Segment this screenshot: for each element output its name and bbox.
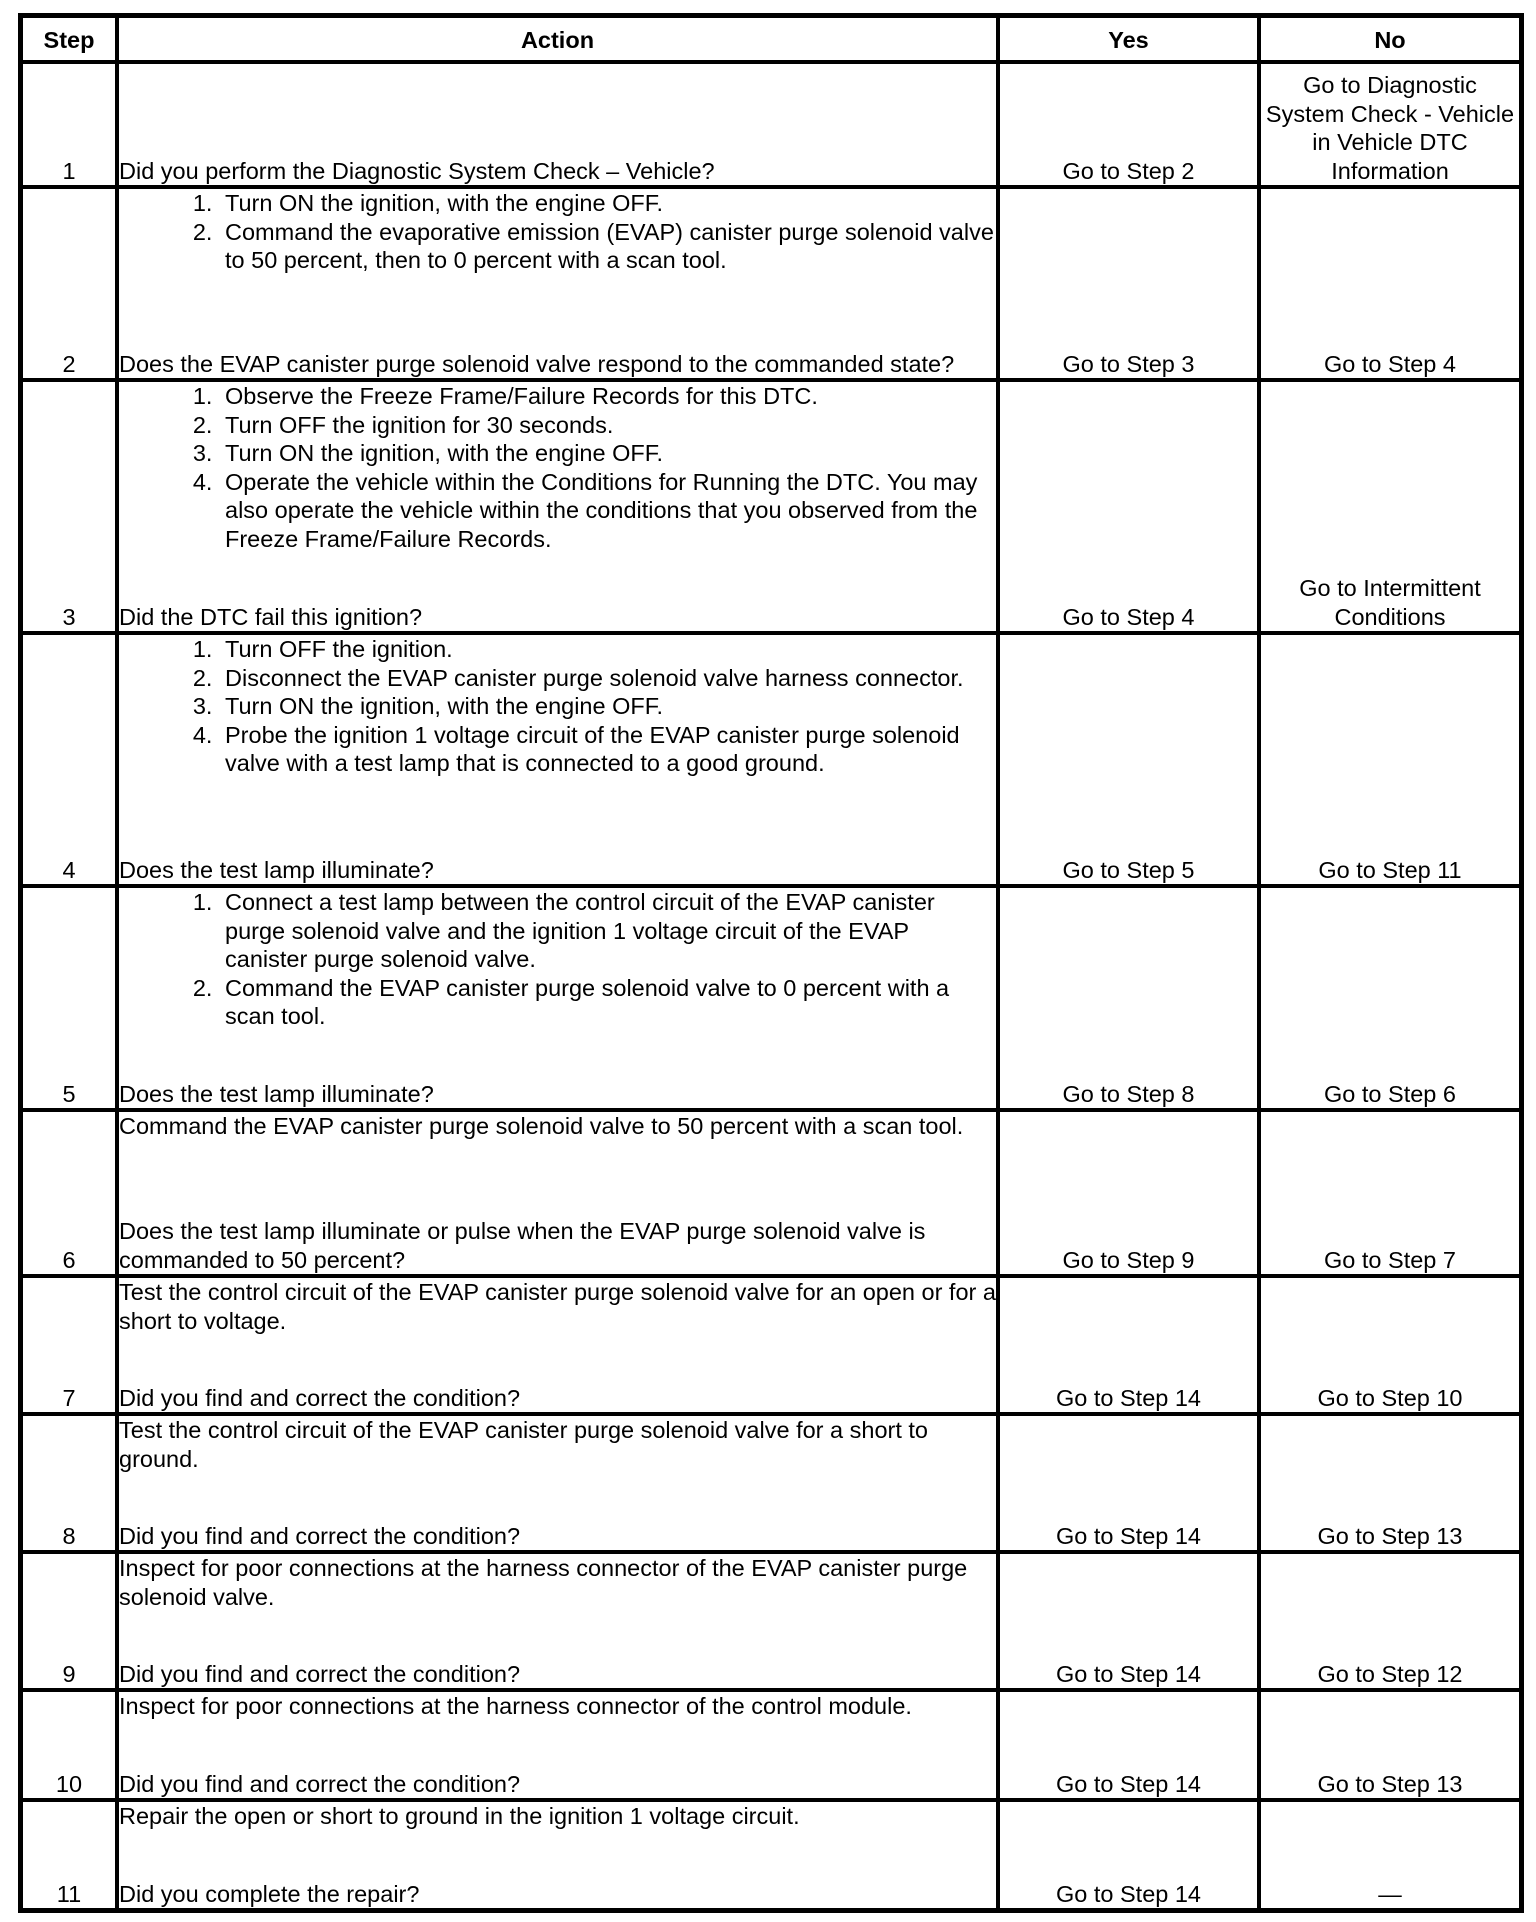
table-row [21,380,1521,633]
header-action: Action [117,16,998,62]
substep-list [119,635,996,778]
step-number: 5 [21,886,117,1110]
action-instruction: Test the control circuit of the EVAP canister purge solenoid valve for a short to ground. [119,1417,928,1472]
action-cell [117,1800,998,1910]
yes-outcome: Go to Step 9 [998,1110,1259,1276]
table-row [21,886,1521,1110]
step-number: 10 [21,1690,117,1800]
step-number: 9 [21,1552,117,1690]
action-instruction: Test the control circuit of the EVAP canister purge solenoid valve for an open or for a short to voltage. [119,1279,996,1334]
yes-outcome: Go to Step 14 [998,1552,1259,1690]
step-number: 11 [21,1800,117,1910]
yes-outcome: Go to Step 14 [998,1690,1259,1800]
table-row [21,1690,1521,1800]
action-question: Does the test lamp illuminate or pulse when the EVAP purge solenoid valve is commanded to 50 percent? [119,1218,926,1273]
yes-outcome: Go to Step 14 [998,1276,1259,1414]
step-number: 4 [21,633,117,886]
action-instruction: Inspect for poor connections at the harness connector of the control module. [119,1693,912,1719]
action-cell [117,1414,998,1552]
table-row [21,633,1521,886]
substep-item: 1. Turn ON the ignition, with the engine OFF. [219,189,996,218]
table-row [21,1800,1521,1910]
yes-outcome: Go to Step 4 [998,380,1259,633]
action-question: Did you find and correct the condition? [119,1770,521,1797]
action-question: Did you find and correct the condition? [119,1384,521,1411]
action-question: Does the test lamp illuminate? [119,856,434,883]
action-instruction: Command the EVAP canister purge solenoid valve to 50 percent with a scan tool. [119,1113,964,1139]
yes-outcome: Go to Step 2 [998,62,1259,187]
no-outcome: Go to Intermittent Conditions [1259,380,1521,633]
substep-item: 3. Turn ON the ignition, with the engine OFF. [219,439,996,468]
step-number: 6 [21,1110,117,1276]
substep-item: 2. Disconnect the EVAP canister purge solenoid valve harness connector. [219,664,996,693]
no-outcome: Go to Step 11 [1259,633,1521,886]
no-outcome: Go to Step 10 [1259,1276,1521,1414]
action-cell [117,380,998,633]
action-question: Does the test lamp illuminate? [119,1080,434,1107]
header-no: No [1259,16,1521,62]
yes-outcome: Go to Step 3 [998,187,1259,380]
no-outcome: Go to Step 12 [1259,1552,1521,1690]
step-number: 1 [21,62,117,187]
header-yes: Yes [998,16,1259,62]
substep-item: 2. Turn OFF the ignition for 30 seconds. [219,411,996,440]
action-cell [117,1552,998,1690]
header-step: Step [21,16,117,62]
substep-item: 2. Command the EVAP canister purge solenoid valve to 0 percent with a scan tool. [219,974,996,1031]
yes-outcome: Go to Step 14 [998,1800,1259,1910]
action-cell [117,62,998,187]
step-number: 2 [21,187,117,380]
action-question: Did the DTC fail this ignition? [119,603,423,630]
no-outcome: Go to Step 13 [1259,1414,1521,1552]
table-body [21,62,1521,1910]
action-question: Did you perform the Diagnostic System Check – Vehicle? [119,157,715,184]
substep-item: 2. Command the evaporative emission (EVAP) canister purge solenoid valve to 50 percent, then to 0 percent with a scan tool. [219,218,996,275]
step-number: 3 [21,380,117,633]
substep-item: 1. Connect a test lamp between the control circuit of the EVAP canister purge solenoid valve and the ignition 1 voltage circuit of the EVAP canister purge solenoid valve. [219,888,996,974]
header-row [21,16,1521,62]
diagnostic-table [18,13,1524,1913]
action-cell [117,187,998,380]
no-outcome: Go to Step 4 [1259,187,1521,380]
action-question: Did you find and correct the condition? [119,1522,521,1549]
table-row [21,62,1521,187]
action-question: Did you find and correct the condition? [119,1660,521,1687]
table-row [21,187,1521,380]
action-instruction: Repair the open or short to ground in the ignition 1 voltage circuit. [119,1803,800,1829]
substep-item: 1. Observe the Freeze Frame/Failure Records for this DTC. [219,382,996,411]
yes-outcome: Go to Step 8 [998,886,1259,1110]
step-number: 7 [21,1276,117,1414]
action-cell [117,633,998,886]
substep-item: 4. Operate the vehicle within the Conditions for Running the DTC. You may also operate the vehicle within the conditions that you observed from the Freeze Frame/Failure Records. [219,468,996,554]
substep-item: 3. Turn ON the ignition, with the engine OFF. [219,692,996,721]
action-question: Does the EVAP canister purge solenoid valve respond to the commanded state? [119,350,955,377]
no-outcome: Go to Diagnostic System Check - Vehicle in Vehicle DTC Information [1259,62,1521,187]
action-cell [117,886,998,1110]
table-row [21,1276,1521,1414]
action-cell [117,1110,998,1276]
action-cell [117,1276,998,1414]
substep-list [119,189,996,275]
substep-item: 4. Probe the ignition 1 voltage circuit of the EVAP canister purge solenoid valve with a test lamp that is connected to a good ground. [219,721,996,778]
substep-list [119,888,996,1031]
action-cell [117,1690,998,1800]
step-number: 8 [21,1414,117,1552]
table-row [21,1552,1521,1690]
yes-outcome: Go to Step 5 [998,633,1259,886]
table-row [21,1414,1521,1552]
action-question: Did you complete the repair? [119,1880,420,1907]
no-outcome: — [1259,1800,1521,1910]
no-outcome: Go to Step 6 [1259,886,1521,1110]
substep-list [119,382,996,553]
table-row [21,1110,1521,1276]
yes-outcome: Go to Step 14 [998,1414,1259,1552]
substep-item: 1. Turn OFF the ignition. [219,635,996,664]
no-outcome: Go to Step 7 [1259,1110,1521,1276]
no-outcome: Go to Step 13 [1259,1690,1521,1800]
action-instruction: Inspect for poor connections at the harness connector of the EVAP canister purge solenoid valve. [119,1555,968,1610]
